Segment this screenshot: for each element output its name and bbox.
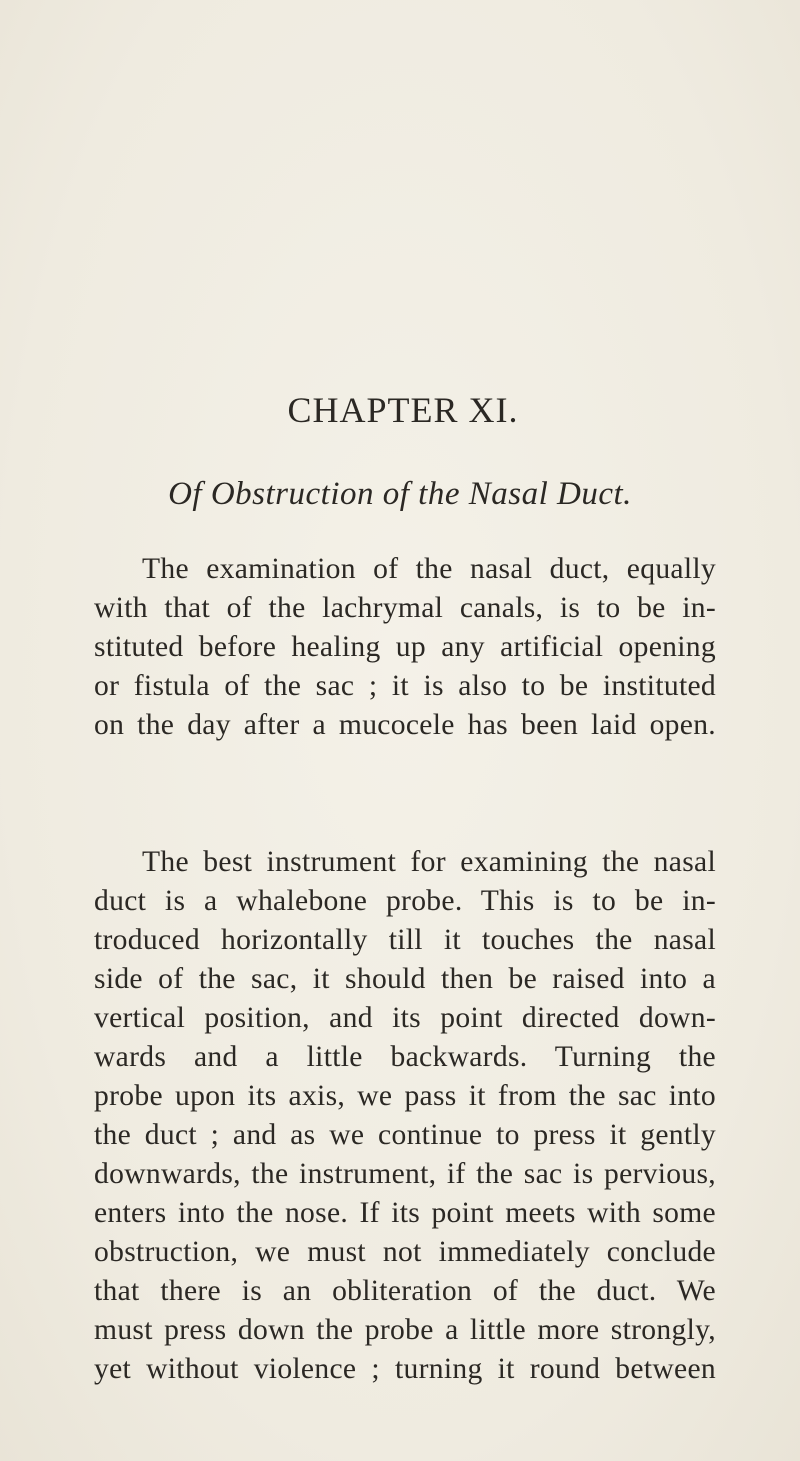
paragraph-1 [94, 550, 716, 745]
chapter-heading: CHAPTER XI. [287, 390, 519, 430]
paragraph-line: yet without violence ; turning it round between [94, 1353, 716, 1385]
paragraph-line: stituted before healing up any artificial opening [94, 631, 716, 663]
paragraph-line: or fistula of the sac ; it is also to be instituted [94, 670, 716, 702]
paragraph-line: The examination of the nasal duct, equally [142, 553, 716, 585]
paragraph-line: obstruction, we must not immediately conclude [94, 1236, 716, 1268]
paragraph-line: that there is an obliteration of the duct. We [94, 1275, 716, 1307]
paragraph-line: must press down the probe a little more strongly, [94, 1314, 716, 1346]
paragraph-line: side of the sac, it should then be raised into a [94, 963, 716, 995]
paragraph-line: vertical position, and its point directed down- [94, 1002, 716, 1034]
paragraph-line: duct is a whalebone probe. This is to be in- [94, 885, 716, 917]
paragraph-line: The best instrument for examining the nasal [142, 846, 716, 878]
paragraph-line: wards and a little backwards. Turning the [94, 1041, 716, 1073]
paragraph-line: on the day after a mucocele has been laid open. [94, 709, 716, 741]
paragraph-line: troduced horizontally till it touches the nasal [94, 924, 716, 956]
paragraph-line: the duct ; and as we continue to press it gently [94, 1119, 716, 1151]
section-heading: Of Obstruction of the Nasal Duct. [168, 476, 632, 512]
paragraph-line: downwards, the instrument, if the sac is pervious, [94, 1158, 716, 1190]
paragraph-line: enters into the nose. If its point meets with some [94, 1197, 716, 1229]
paragraph-2 [94, 843, 716, 1389]
paragraph-line: probe upon its axis, we pass it from the sac into [94, 1080, 716, 1112]
paragraph-line: with that of the lachrymal canals, is to be in- [94, 592, 716, 624]
